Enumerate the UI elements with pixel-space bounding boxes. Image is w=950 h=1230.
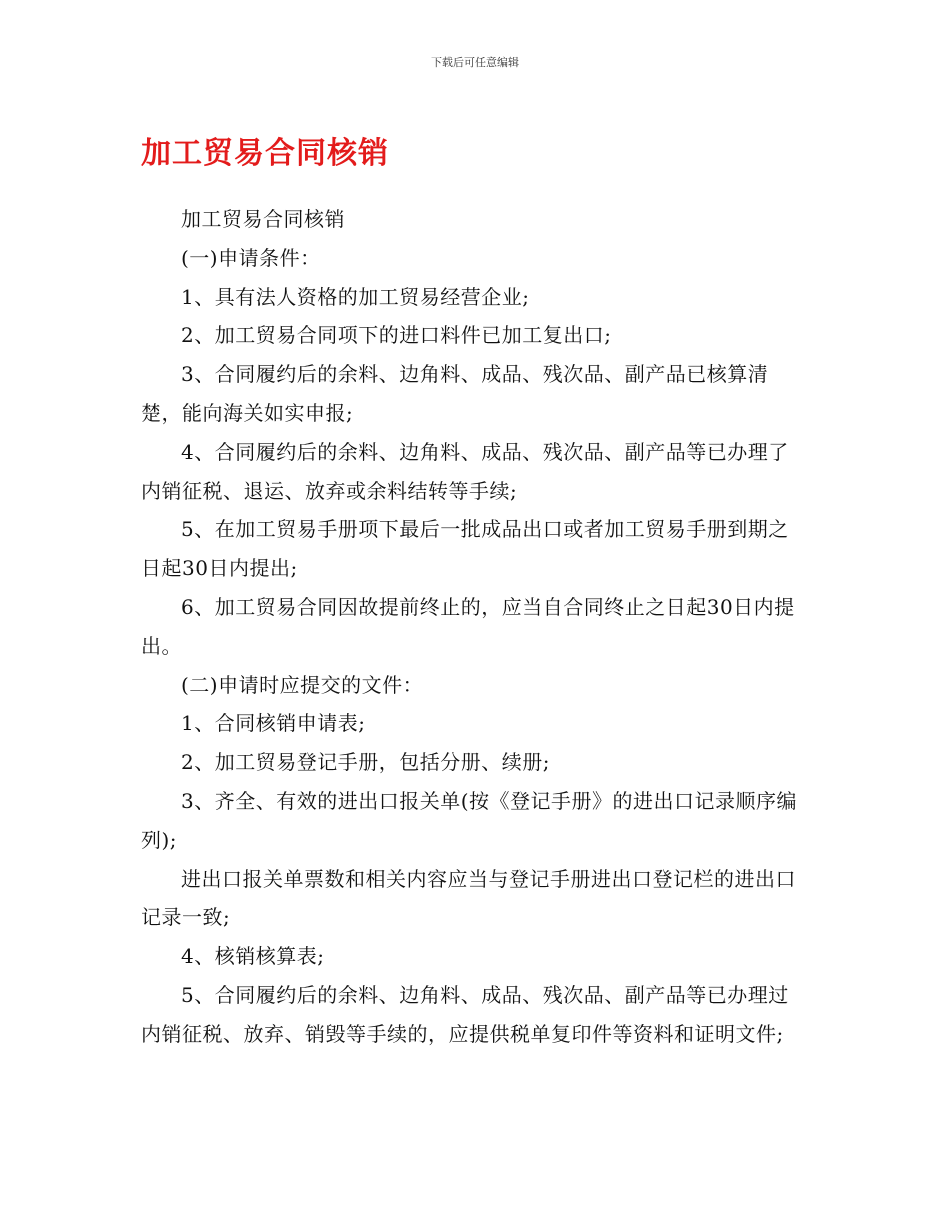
paragraph: 加工贸易合同核销	[181, 207, 345, 231]
paragraph: 4、合同履约后的余料、边角料、成品、残次品、副产品等已办理了内销征税、退运、放弃或余料结转等手续;	[141, 439, 789, 503]
paragraph: 进出口报关单票数和相关内容应当与登记手册进出口登记栏的进出口记录一致;	[141, 866, 796, 930]
paragraph: (一)申请条件：	[181, 245, 321, 270]
paragraph: 2、加工贸易合同项下的进口料件已加工复出口;	[181, 323, 612, 348]
paragraph: 3、合同履约后的余料、边角料、成品、残次品、副产品已核算清楚，能向海关如实申报;	[141, 362, 769, 425]
header-note: 下载后可任意编辑	[431, 56, 519, 69]
document-title: 加工贸易合同核销	[141, 136, 389, 171]
paragraph: 5、合同履约后的余料、边角料、成品、残次品、副产品等已办理过内销征税、放弃、销毁等手续的，应提供税单复印件等资料和证明文件;	[141, 982, 789, 1046]
paragraph: 1、具有法人资格的加工贸易经营企业;	[181, 284, 530, 309]
paragraph: (二)申请时应提交的文件：	[181, 672, 424, 697]
paragraph: 5、在加工贸易手册项下最后一批成品出口或者加工贸易手册到期之日起30日内提出;	[141, 517, 789, 581]
paragraph: 3、齐全、有效的进出口报关单(按《登记手册》的进出口记录顺序编列);	[141, 788, 798, 852]
paragraph: 2、加工贸易登记手册，包括分册、续册;	[181, 750, 550, 775]
paragraph: 6、加工贸易合同因故提前终止的，应当自合同终止之日起30日内提出。	[141, 594, 795, 658]
paragraph: 1、合同核销申请表;	[181, 711, 366, 736]
document-body	[141, 200, 809, 1054]
paragraph: 4、核销核算表;	[181, 944, 325, 969]
